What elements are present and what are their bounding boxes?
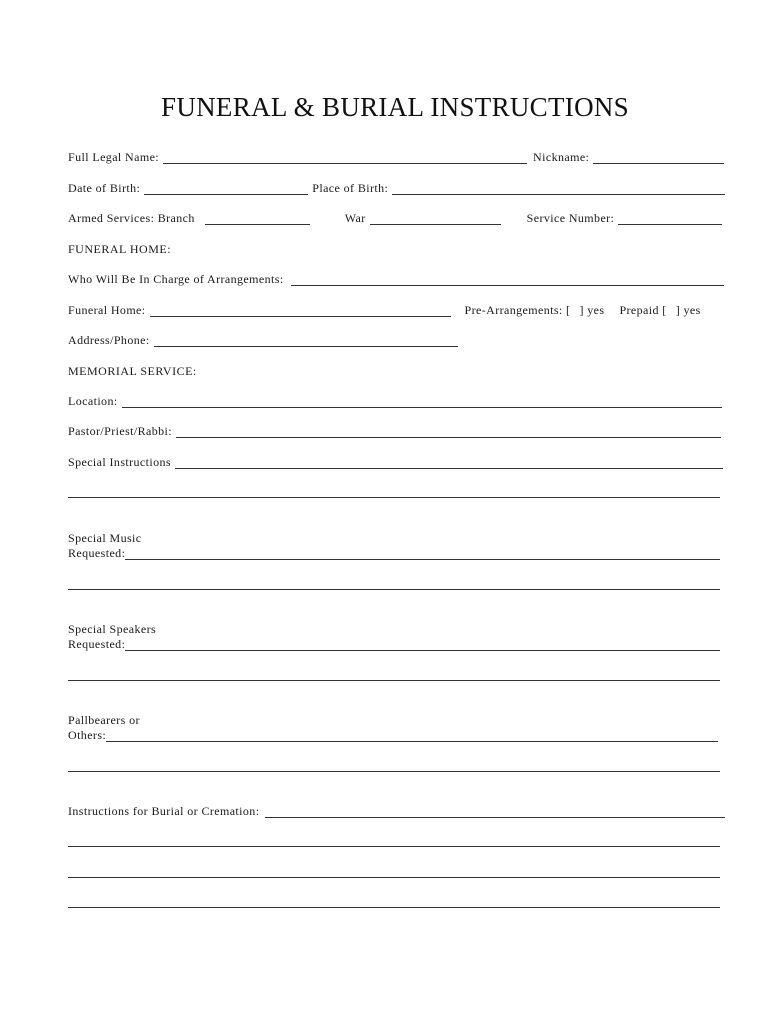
armed-services-row: [68, 211, 722, 225]
funeral-home-label: Funeral Home:: [68, 303, 146, 317]
full-legal-name-label: Full Legal Name:: [68, 150, 160, 164]
war-field[interactable]: [370, 213, 501, 225]
burial-instructions-line-3[interactable]: [68, 877, 720, 878]
prepaid-label: Prepaid [: [619, 303, 667, 317]
special-instructions-label: Special Instructions: [68, 455, 171, 469]
funeral-home-row: [68, 303, 701, 317]
location-row: [68, 394, 722, 408]
date-of-birth-label: Date of Birth:: [68, 181, 141, 195]
special-music-requested-label: Requested:: [68, 546, 126, 560]
address-phone-field[interactable]: [154, 335, 458, 347]
pre-arrangements-label: Pre-Arrangements: [: [464, 303, 571, 317]
burial-row: [68, 804, 725, 818]
service-number-field[interactable]: [618, 213, 722, 225]
burial-instructions-field[interactable]: [265, 806, 725, 818]
special-speakers-line-2[interactable]: [68, 680, 720, 681]
special-music-field[interactable]: [125, 548, 720, 560]
special-speakers-field[interactable]: [125, 639, 720, 651]
in-charge-row: [68, 272, 724, 286]
special-instructions-line-2[interactable]: [68, 497, 720, 498]
burial-instructions-label: Instructions for Burial or Cremation:: [68, 804, 260, 818]
special-instructions-row: [68, 455, 723, 469]
special-music-label: Special Music: [68, 531, 142, 545]
funeral-home-field[interactable]: [150, 305, 451, 317]
prepaid-yes-label: ] yes: [675, 303, 701, 317]
date-of-birth-field[interactable]: [144, 183, 308, 195]
burial-instructions-line-4[interactable]: [68, 907, 720, 908]
armed-services-branch-label: Armed Services: Branch: [68, 211, 195, 225]
pallbearers-line-2[interactable]: [68, 771, 720, 772]
burial-instructions-line-2[interactable]: [68, 846, 720, 847]
location-field[interactable]: [122, 396, 722, 408]
armed-services-branch-field[interactable]: [205, 213, 310, 225]
special-speakers-label: Special Speakers: [68, 622, 157, 636]
pallbearers-row: [68, 728, 718, 742]
nickname-field[interactable]: [593, 152, 724, 164]
special-music-row: [68, 546, 720, 560]
pallbearers-field[interactable]: [106, 730, 718, 742]
who-in-charge-label: Who Will Be In Charge of Arrangements:: [68, 272, 284, 286]
special-music-line-2[interactable]: [68, 589, 720, 590]
pallbearers-others-label: Others:: [68, 728, 107, 742]
war-label: War: [344, 211, 366, 225]
place-of-birth-label: Place of Birth:: [312, 181, 389, 195]
full-legal-name-field[interactable]: [163, 152, 527, 164]
address-row: [68, 333, 458, 347]
pastor-label: Pastor/Priest/Rabbi:: [68, 424, 172, 438]
nickname-label: Nickname:: [533, 150, 590, 164]
who-in-charge-field[interactable]: [291, 274, 724, 286]
place-of-birth-field[interactable]: [392, 183, 725, 195]
pastor-field[interactable]: [176, 426, 721, 438]
birth-row: [68, 181, 725, 195]
address-phone-label: Address/Phone:: [68, 333, 150, 347]
pallbearers-label: Pallbearers or: [68, 713, 140, 727]
form-title: FUNERAL & BURIAL INSTRUCTIONS: [161, 92, 629, 122]
location-label: Location:: [68, 394, 118, 408]
funeral-home-heading: FUNERAL HOME:: [68, 242, 172, 256]
full-name-row: [68, 150, 724, 164]
special-speakers-requested-label: Requested:: [68, 637, 126, 651]
memorial-service-heading: MEMORIAL SERVICE:: [68, 364, 197, 378]
service-number-label: Service Number:: [526, 211, 615, 225]
special-speakers-row: [68, 637, 720, 651]
pastor-row: [68, 424, 721, 438]
special-instructions-field[interactable]: [175, 457, 723, 469]
pre-arrangements-yes-label: ] yes: [579, 303, 605, 317]
